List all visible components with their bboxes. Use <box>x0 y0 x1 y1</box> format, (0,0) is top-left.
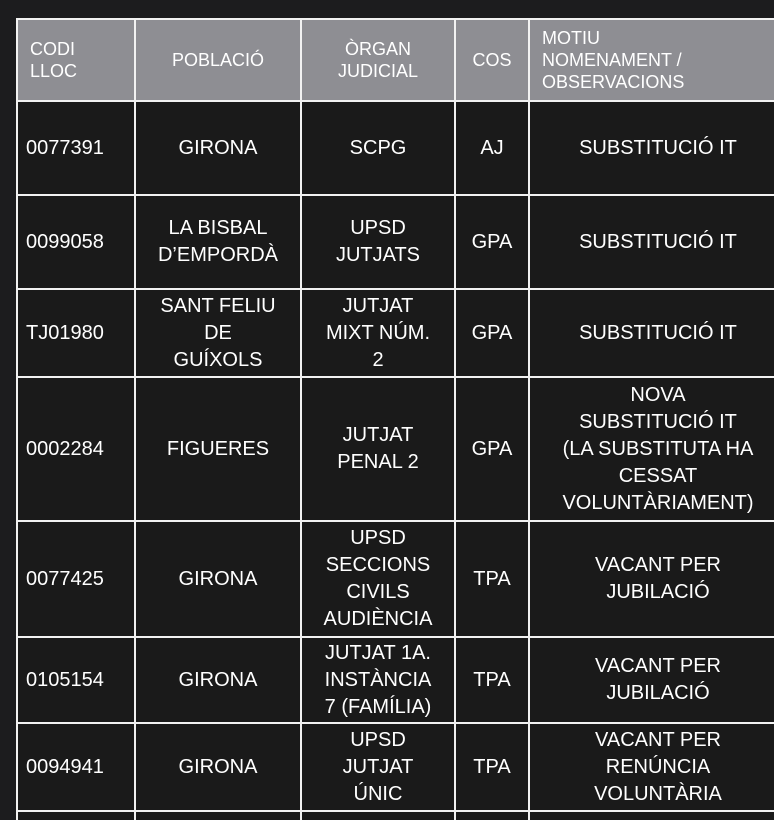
cell-empty <box>301 811 455 820</box>
cell-motiu: SUBSTITUCIÓ IT <box>529 101 774 195</box>
cell-cos: TPA <box>455 723 529 811</box>
cell-codi: 0077425 <box>17 521 135 637</box>
cell-codi: 0077391 <box>17 101 135 195</box>
cell-organ: JUTJAT MIXT NÚM. 2 <box>301 289 455 377</box>
cell-codi: 0099058 <box>17 195 135 289</box>
cell-motiu: VACANT PER JUBILACIÓ <box>529 637 774 723</box>
header-motiu: MOTIU NOMENAMENT / OBSERVACIONS <box>529 19 774 101</box>
cell-poblacio: GIRONA <box>135 521 301 637</box>
table-row <box>17 723 774 811</box>
cell-codi: 0094941 <box>17 723 135 811</box>
cell-organ: SCPG <box>301 101 455 195</box>
cell-poblacio: GIRONA <box>135 637 301 723</box>
cell-motiu: VACANT PER RENÚNCIA VOLUNTÀRIA <box>529 723 774 811</box>
cell-codi: 0105154 <box>17 637 135 723</box>
cell-organ: JUTJAT PENAL 2 <box>301 377 455 521</box>
cell-poblacio: GIRONA <box>135 101 301 195</box>
cell-empty <box>455 811 529 820</box>
table-row <box>17 637 774 723</box>
table-row-partial <box>17 811 774 820</box>
table-row <box>17 521 774 637</box>
cell-cos: TPA <box>455 521 529 637</box>
cell-cos: GPA <box>455 195 529 289</box>
cell-organ: UPSD JUTJATS <box>301 195 455 289</box>
cell-empty <box>529 811 774 820</box>
cell-motiu: SUBSTITUCIÓ IT <box>529 195 774 289</box>
cell-poblacio: FIGUERES <box>135 377 301 521</box>
header-organ-judicial: ÒRGAN JUDICIAL <box>301 19 455 101</box>
cell-motiu: NOVA SUBSTITUCIÓ IT (LA SUBSTITUTA HA CESSAT VOLUNTÀRIAMENT) <box>529 377 774 521</box>
cell-cos: GPA <box>455 289 529 377</box>
table-row <box>17 377 774 521</box>
table-row <box>17 195 774 289</box>
header-cos: COS <box>455 19 529 101</box>
cell-cos: AJ <box>455 101 529 195</box>
table-header-row <box>17 19 774 101</box>
cell-poblacio: LA BISBAL D’EMPORDÀ <box>135 195 301 289</box>
table-row <box>17 289 774 377</box>
header-codi-lloc: CODI LLOC <box>17 19 135 101</box>
assignments-table <box>16 18 774 820</box>
cell-motiu: VACANT PER JUBILACIÓ <box>529 521 774 637</box>
cell-codi: 0002284 <box>17 377 135 521</box>
cell-cos: TPA <box>455 637 529 723</box>
cell-codi: TJ01980 <box>17 289 135 377</box>
cell-poblacio: GIRONA <box>135 723 301 811</box>
cell-organ: JUTJAT 1A. INSTÀNCIA 7 (FAMÍLIA) <box>301 637 455 723</box>
cell-organ: UPSD JUTJAT ÚNIC <box>301 723 455 811</box>
table-row <box>17 101 774 195</box>
cell-organ: UPSD SECCIONS CIVILS AUDIÈNCIA <box>301 521 455 637</box>
cell-poblacio: SANT FELIU DE GUÍXOLS <box>135 289 301 377</box>
cell-empty <box>17 811 135 820</box>
cell-motiu: SUBSTITUCIÓ IT <box>529 289 774 377</box>
cell-empty <box>135 811 301 820</box>
header-poblacio: POBLACIÓ <box>135 19 301 101</box>
cell-cos: GPA <box>455 377 529 521</box>
